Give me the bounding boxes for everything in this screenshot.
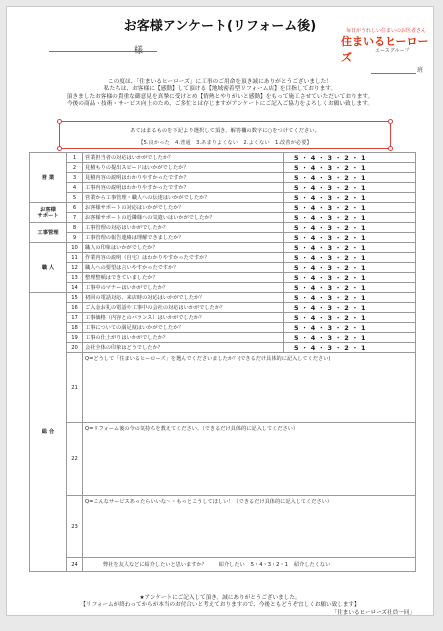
question-number: 8 [67,223,83,233]
intro-line: 私たちは、お客様に【感動】して頂ける【地域密着型リフォーム店】を目指しております。 [103,86,337,93]
rating-options[interactable]: 5 ・ 4 ・ 3 ・ 2 ・ 1 [284,343,416,353]
category-label: 工事管理 [30,223,67,243]
footer-text [7,595,433,617]
question-text [83,558,416,572]
free-answer-field[interactable]: Q=リフォーム後の今の気持ちを教えてください。（できるだけ具体的に記入してください） [83,423,416,496]
footer-line: ★アンケートにご記入して頂き、誠にありがとうございました。 [139,595,301,601]
logo-subtitle: エースグループ [375,48,410,54]
q24-prefix: 紹介したい [218,562,245,568]
question-text: 見積内容の説明はわかりやすかったですか？ [83,173,284,183]
intro-line: 今後の商品・技術・サービス向上のため、ご多忙とは存じますがアンケートにご記入ご協力をよろしくお願い致します。 [66,100,374,107]
intro-line: 頂きましたお客様の貴重な御意見を真摯に受けとめ【情熱とやりがいと感動】をもって施工させていただいております。 [66,93,374,100]
q24-text: 弊社を友人などに紹介したいと思いますか？ [103,562,207,568]
question-text: 整理整頓はできていましたか？ [83,273,284,283]
question-number: 16 [67,303,83,313]
table-row [30,343,416,353]
question-number: 19 [67,333,83,343]
free-answer-field[interactable]: Q=こんなサービスあったらいいな～・もっとこうしてほしい！（できるだけ具体的に記入してください） [83,496,416,558]
question-text: 工事内容の説明はわかりやすかったですか？ [83,183,284,193]
table-row [30,223,416,233]
table-row [30,253,416,263]
table-row [30,153,416,163]
question-text: 職人の印象はいかがでしたか？ [83,243,284,253]
question-number: 3 [67,173,83,183]
question-number: 20 [67,343,83,353]
han-label: 班 [417,67,424,74]
corner-ring [388,119,393,124]
rating-options[interactable]: 5 ・ 4 ・ 3 ・ 2 ・ 1 [284,253,416,263]
rating-options[interactable]: 5 ・ 4 ・ 3 ・ 2 ・ 1 [284,303,416,313]
rating-options[interactable]: 5 ・ 4 ・ 3 ・ 2 ・ 1 [284,213,416,223]
question-text: 職人への要望は言いやすかったですか？ [83,263,284,273]
rating-options[interactable]: 5 ・ 4 ・ 3 ・ 2 ・ 1 [284,313,416,323]
category-label: 総 合 [30,293,67,572]
rating-options[interactable]: 5 ・ 4 ・ 3 ・ 2 ・ 1 [284,263,416,273]
footer-signature: 「住まいるヒーローズ社員一同」 [331,609,415,616]
question-number: 21 [67,353,83,423]
question-number: 7 [67,213,83,223]
question-number: 10 [67,243,83,253]
question-text: 工事中のマナーはいかがでしたか？ [83,283,284,293]
rating-options[interactable]: 5 ・ 4 ・ 3 ・ 2 ・ 1 [284,173,416,183]
free-answer-row [30,353,416,423]
question-text: お客様サポートの近隣様への気遣いはいかがでしたか？ [83,213,284,223]
question-text: 営業担当者の対応はいかがでしたか？ [83,153,284,163]
corner-ring [57,119,62,124]
table-row [30,243,416,253]
team-line [371,73,416,74]
rating-options[interactable]: 5 ・ 4 ・ 3 ・ 2 ・ 1 [284,243,416,253]
rating-options[interactable]: 5 ・ 4 ・ 3 ・ 2 ・ 1 [284,153,416,163]
question-number: 6 [67,203,83,213]
question-number: 22 [67,423,83,496]
rating-options[interactable]: 5 ・ 4 ・ 3 ・ 2 ・ 1 [284,273,416,283]
category-label: 営 業 [30,153,67,203]
question-text: ご入金お礼の電話や工事中の会社の対応はいかがでしたか？ [83,303,284,313]
page-title: お客様アンケート(リフォーム後) [123,19,317,34]
rating-options[interactable]: 5 ・ 4 ・ 3 ・ 2 ・ 1 [284,223,416,233]
question-text: 工事の仕上がりはいかがでしたか？ [83,333,284,343]
survey-sheet [6,6,434,616]
logo-tagline: 毎日がうれしい住まいのお医者さん [346,28,427,34]
rating-options[interactable]: 5 ・ 4 ・ 3 ・ 2 ・ 1 [284,193,416,203]
table-row [30,323,416,333]
question-number: 12 [67,263,83,273]
category-label: お客様 サポート [30,203,67,223]
survey-table [29,152,416,572]
rating-options[interactable]: 5 ・ 4 ・ 3 ・ 2 ・ 1 [284,203,416,213]
instruction-line: あてはまるものを下記より選択して頂き、解答欄の数字に○をつけてください。 [130,128,320,134]
question-number: 15 [67,293,83,303]
question-text: 工事についての満足度はいかがでしたか？ [83,323,284,333]
question-number: 5 [67,193,83,203]
table-row [30,333,416,343]
free-answer-row [30,423,416,496]
question-text: 見積もりの提出スピードはいかがでしたか？ [83,163,284,173]
table-row [30,203,416,213]
rating-options[interactable]: 5 ・ 4 ・ 3 ・ 2 ・ 1 [284,293,416,303]
table-row [30,213,416,223]
rating-options[interactable]: 5 ・ 4 ・ 3 ・ 2 ・ 1 [284,163,416,173]
rating-options[interactable]: 5 ・ 4 ・ 3 ・ 2 ・ 1 [284,183,416,193]
instruction-box [59,121,391,149]
category-label: 職 人 [30,243,67,293]
rating-options[interactable]: 5 ・ 4 ・ 3 ・ 2 ・ 1 [284,283,416,293]
table-row [30,273,416,283]
question-text: 営業から工事管理・職人への伝達はいかがでしたか？ [83,193,284,203]
q24-rating-options[interactable]: 5・4・3・2・1 [250,562,288,568]
table-row [30,193,416,203]
rating-legend: 【5.良かった 4.普通 3.あまりよくない 2.よくない 1.改善が必要】 [138,140,312,146]
intro-line: この度は、「住まいるヒーローズ」に工事のご用命を頂き誠にありがとうございました！ [107,79,333,85]
question-number: 18 [67,323,83,333]
question-number: 14 [67,283,83,293]
question-number: 1 [67,153,83,163]
question-text: 工事管理の報告連絡は理解できましたか？ [83,233,284,243]
table-row [30,183,416,193]
sama-label: 様 [134,46,144,56]
table-row [30,263,416,273]
question-text: 工事管理の対応はいかがでしたか？ [83,223,284,233]
rating-options[interactable]: 5 ・ 4 ・ 3 ・ 2 ・ 1 [284,233,416,243]
question-number: 2 [67,163,83,173]
rating-options[interactable]: 5 ・ 4 ・ 3 ・ 2 ・ 1 [284,323,416,333]
question-text: 作業内容の説明（自宅）はわかりやすかったですか？ [83,253,284,263]
footer-line: 【リフォームが終わってからが本当のお付合いと考えておりますので、今後ともどうぞ宜しくお願い致します】 [80,602,360,609]
table-row [30,173,416,183]
corner-ring [388,146,393,151]
question-number: 9 [67,233,83,243]
question-text: お客様サポートの対応はいかがでしたか？ [83,203,284,213]
company-logo: 住まいるヒーローズ [341,35,429,64]
table-row [30,303,416,313]
rating-options[interactable]: 5 ・ 4 ・ 3 ・ 2 ・ 1 [284,333,416,343]
question-text: 会社全体の印象はどうでしたか？ [83,343,284,353]
table-row [30,233,416,243]
table-row [30,558,416,572]
question-number: 4 [67,183,83,193]
question-text: 初回の電話対応、来店時の対応はいかがでしたか？ [83,293,284,303]
corner-ring [57,146,62,151]
question-number: 11 [67,253,83,263]
question-number: 13 [67,273,83,283]
free-answer-field[interactable]: Q=どうして「住まいるヒーローズ」を選んでくださいましたか？(できるだけ具体的に記入してください) [83,353,416,423]
question-number: 17 [67,313,83,323]
question-number: 23 [67,496,83,558]
table-row [30,293,416,303]
free-answer-row [30,496,416,558]
table-row [30,313,416,323]
question-number: 24 [67,558,83,572]
table-row [30,283,416,293]
question-text: 工事価格（内容とのバランス）はいかがでしたか？ [83,313,284,323]
intro-text [15,79,425,108]
q24-suffix: 紹介したくない [293,562,331,568]
table-row [30,163,416,173]
